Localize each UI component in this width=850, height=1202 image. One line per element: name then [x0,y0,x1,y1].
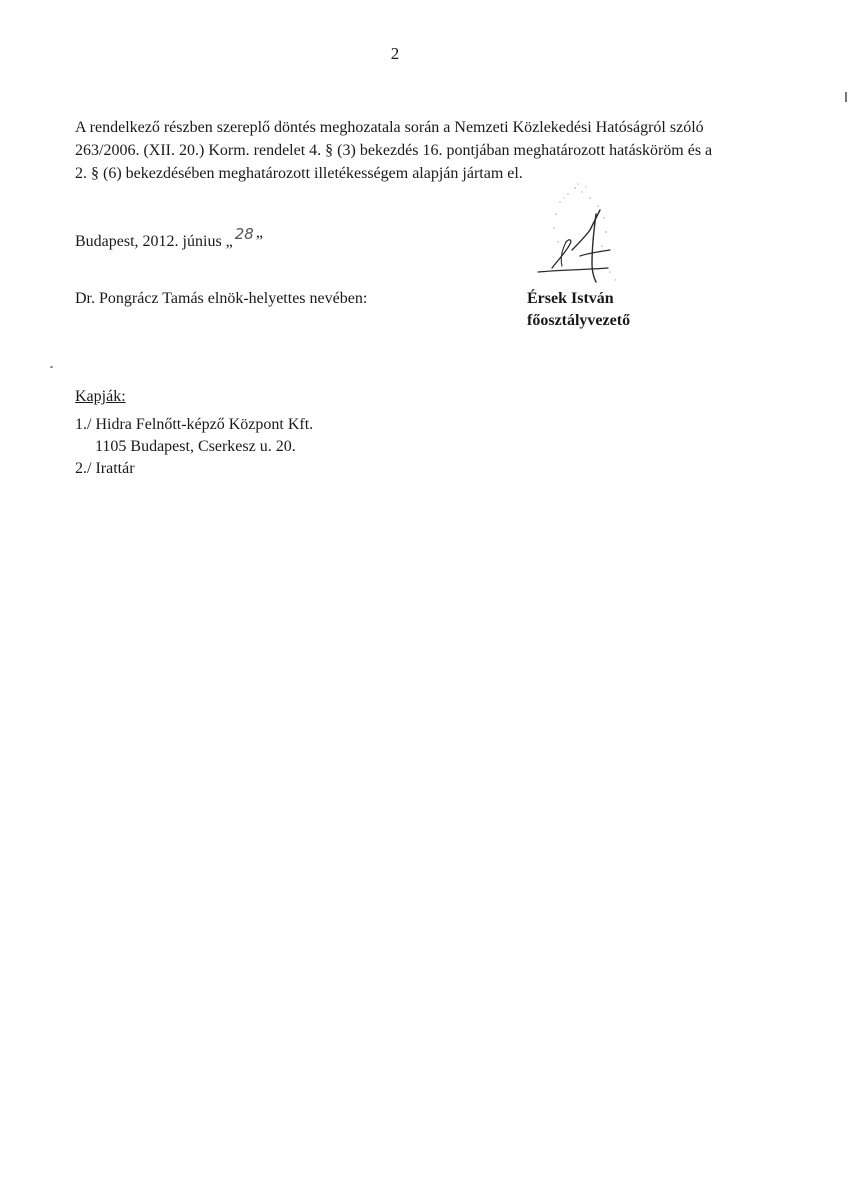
date-prefix: Budapest, 2012. június „ [75,233,233,250]
recipient-item [75,458,313,480]
recipient-item [75,414,313,458]
page-number: 2 [390,44,400,63]
date-suffix: ” [255,233,263,250]
handwritten-signature [520,180,630,300]
scan-edge-mark [845,92,847,102]
on-behalf-line: Dr. Pongrácz Tamás elnök-helyettes nevében: [75,290,368,307]
decision-authority-paragraph [75,116,775,185]
paragraph-line-2: 263/2006. (XII. 20.) Korm. rendelet 4. § (3) bekezdés 16. pontjában meghatározott hatásköröm és a [75,142,713,159]
signer-name: Érsek István [527,290,614,307]
paragraph-line-3: 2. § (6) bekezdésében meghatározott illetékességem alapján jártam el. [75,165,523,182]
recipients-heading: Kapják: [75,388,126,405]
scan-speck [50,366,53,368]
paragraph-line-1: A rendelkező részben szereplő döntés meghozatala során a Nemzeti Közlekedési Hatóságról szóló [75,119,704,136]
recipient-label: 1./ Hidra Felnőtt-képző Központ Kft. [75,416,314,433]
place-date-line [75,225,263,251]
recipients-list [75,414,313,480]
recipient-label: 2./ Irattár [75,460,135,477]
handwritten-day: 28 [234,225,254,243]
signer-block [527,288,630,332]
signer-title: főosztályvezető [527,312,631,329]
recipient-address: 1105 Budapest, Cserkesz u. 20. [95,438,296,455]
